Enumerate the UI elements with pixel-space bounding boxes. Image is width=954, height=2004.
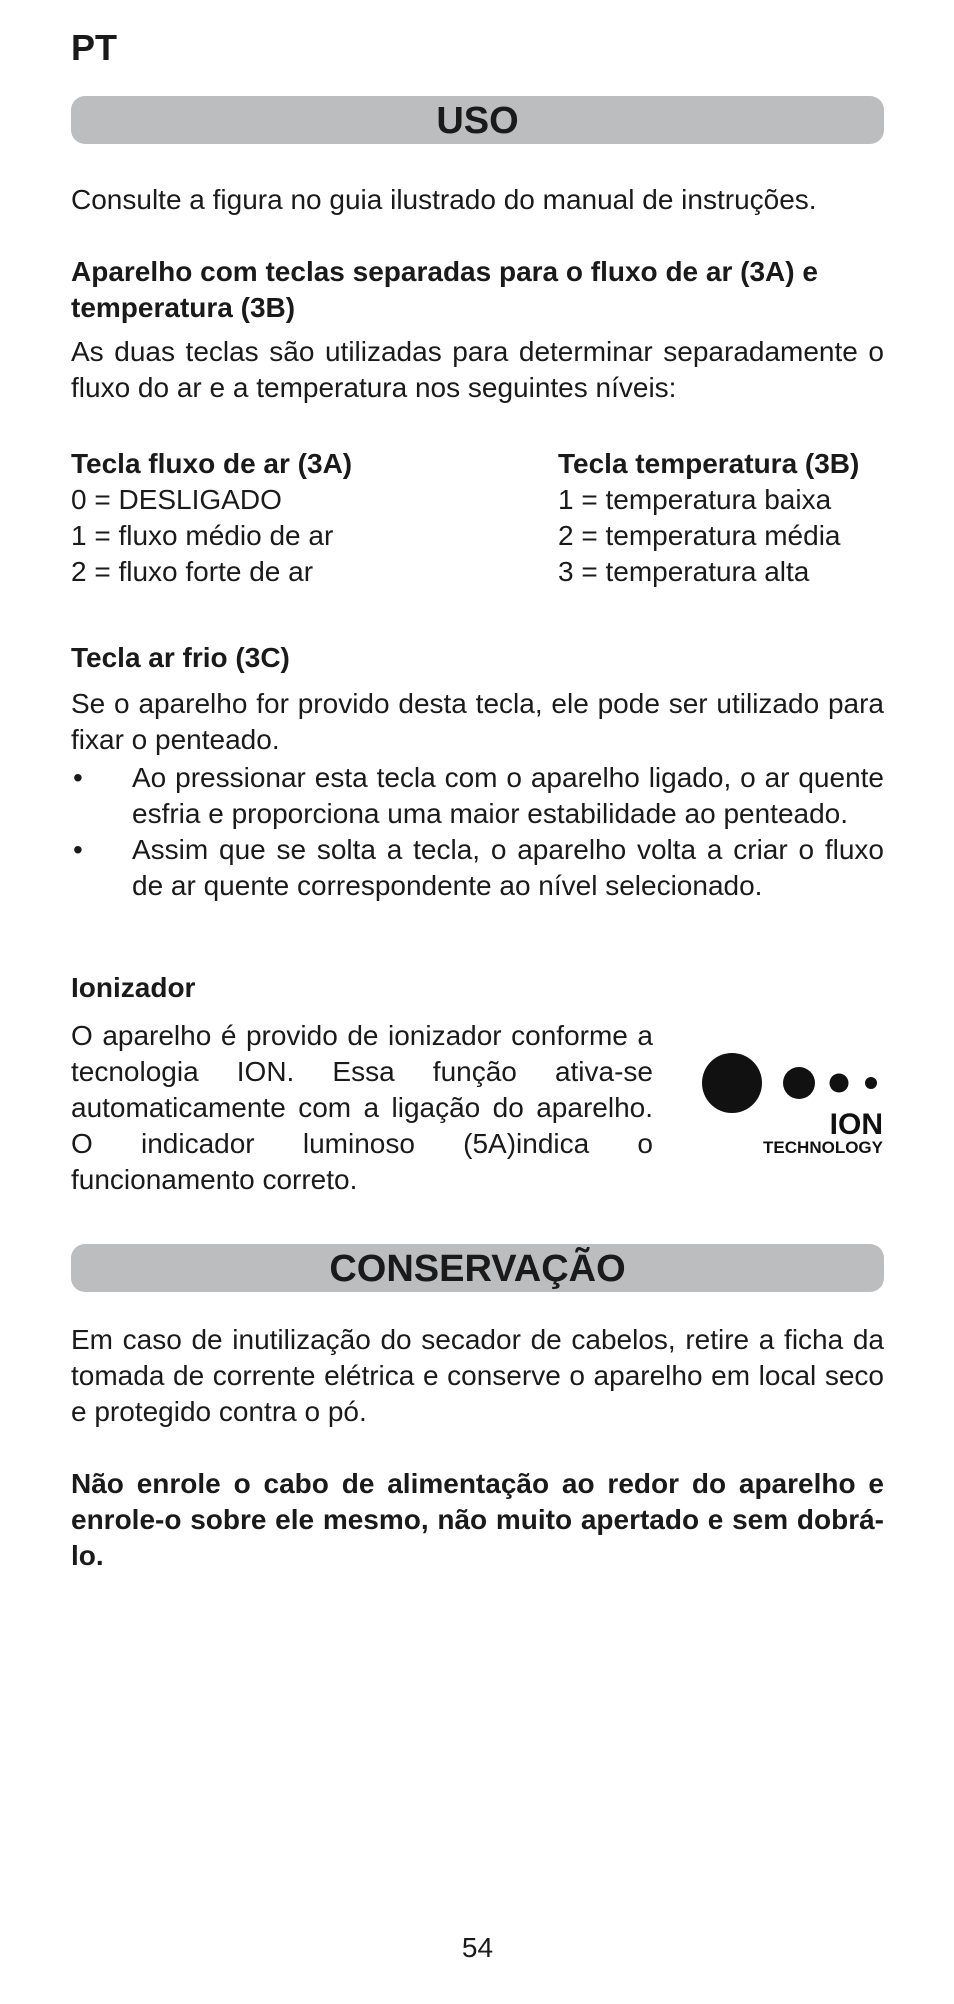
section-header-conservacao: CONSERVAÇÃO [71,1244,884,1292]
manual-page [71,0,884,2004]
ionizer-text: O aparelho é provido de ionizador conforme a tecnologia ION. Essa função ativa-se automaticamente com a ligação do aparelho. O indicador luminoso (5A)indica o funcionamento correto. [71,1020,653,1195]
air-flow-item: 1 = fluxo médio de ar [71,520,334,551]
cold-air-text: Se o aparelho for provido desta tecla, ele pode ser utilizado para fixar o penteado. [71,688,884,755]
large-dot [702,1053,762,1113]
ion-technology-logo-icon [701,1050,886,1155]
bullet-marker: • [73,834,83,865]
small-dot [830,1074,849,1093]
section-header-uso: USO [71,96,884,144]
separate-keys-heading: Aparelho com teclas separadas para o fluxo de ar (3A) e temperatura (3B) [71,256,818,323]
medium-dot [783,1067,815,1099]
air-flow-heading: Tecla fluxo de ar (3A) [71,448,353,479]
page-number: 54 [461,1932,494,1963]
temperature-item: 3 = temperatura alta [558,556,810,587]
temperature-heading: Tecla temperatura (3B) [558,448,860,479]
air-flow-item: 0 = DESLIGADO [71,484,282,515]
conservation-text: Em caso de inutilização do secador de cabelos, retire a ficha da tomada de corrente elétrica e conserve o aparelho em local seco e protegido contra o pó. [71,1324,884,1427]
cold-air-bullets [71,760,884,904]
temperature-item: 2 = temperatura média [558,520,841,551]
separate-keys-text: As duas teclas são utilizadas para determinar separadamente o fluxo do ar e a temperatura nos seguintes níveis: [71,336,884,403]
temperature-column [558,446,888,590]
bullet-marker: • [73,762,83,793]
ion-word: ION [829,1108,883,1141]
tiny-dot [865,1077,877,1089]
temperature-item: 1 = temperatura baixa [558,484,832,515]
intro-paragraph: Consulte a figura no guia ilustrado do manual de instruções. [71,184,817,215]
list-item-text: Assim que se solta a tecla, o aparelho volta a criar o fluxo de ar quente correspondente ao nível selecionado. [132,834,884,901]
ionizer-heading: Ionizador [71,972,196,1003]
list-item [71,760,884,832]
list-item-text: Ao pressionar esta tecla com o aparelho ligado, o ar quente esfria e proporciona uma maior estabilidade ao penteado. [132,762,884,829]
list-item [71,832,884,904]
cable-warning: Não enrole o cabo de alimentação ao redor do aparelho e enrole-o sobre ele mesmo, não muito apertado e sem dobrá-lo. [71,1468,884,1571]
technology-word: TECHNOLOGY [763,1138,883,1155]
air-flow-column [71,446,531,590]
language-code: PT [71,27,118,68]
cold-air-heading: Tecla ar frio (3C) [71,642,290,673]
air-flow-item: 2 = fluxo forte de ar [71,556,314,587]
